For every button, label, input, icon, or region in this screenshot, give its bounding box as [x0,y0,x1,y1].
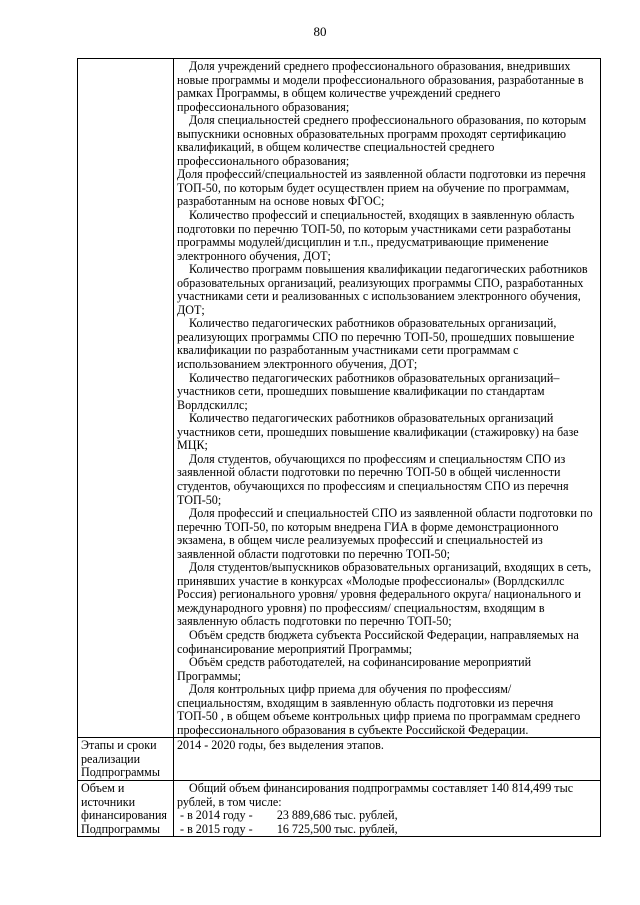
indicator-item: Количество профессий и специальностей, входящих в заявленную область подготовки по перечню ТОП-50, по которым участниками сети разработаны программы модулей/дисциплин и т.п., предусматривающие применение электронного обучения, ДОТ; [177,208,575,263]
indicator-item: Количество педагогических работников образовательных организаций, реализующих программы СПО по перечню ТОП-50, прошедших повышение квалификации по разработанным участниками сети программам с использованием электронного обучения, ДОТ; [177,316,575,372]
indicator-item: Количество программ повышения квалификации педагогических работников образовательных организаций, реализующих программы СПО, разработанных участниками сети и реализованных с использованием электронного обучения, ДОТ; [177,262,588,317]
page-number: 80 [313,24,327,39]
indicators-row [78,59,601,738]
program-passport-table [77,58,601,837]
indicator-item: Объём средств бюджета субъекта Российской Федерации, направляемых на софинансирование мероприятий Программы; [177,627,579,656]
indicator-item: Доля студентов, обучающихся по профессиям и специальностям СПО из заявленной области подготовки по перечню ТОП-50 в общей численности студентов, обучающихся по профессиям и специальностям СПО из перечня ТОП-50; [177,451,569,507]
indicator-item: Доля профессий/специальностей из заявленной области подготовки из перечня ТОП-50, по которым будет осуществлен прием на обучение по программам, разработанным на основе новых ФГОС; [177,167,586,209]
stages-row [78,738,601,781]
financing-line-2014: - в 2014 году - 23 889,686 тыс. рублей, [177,808,398,823]
indicators-cell [174,59,601,738]
financing-line-2015: - в 2015 году - 16 725,500 тыс. рублей, [177,821,398,836]
financing-intro: Общий объем финансирования подпрограммы составляет 140 814,499 тыс рублей, в том числе: [177,780,574,809]
indicator-item: Количество педагогических работников образовательных организаций–участников сети, прошедших повышение квалификации по стандартам Ворлдскиллс; [177,370,560,412]
indicator-item: Доля контрольных цифр приема для обучения по профессиям/ специальностям, входящим в заявленную область подготовки из перечня ТОП-50 , в общем объеме контрольных цифр приема по программам среднего профессионального образования в субъекте Российской Федерации. [177,682,581,737]
indicator-item: Количество педагогических работников образовательных организаций участников сети, прошедших повышение квалификации (стажировку) на базе МЦК; [177,411,579,453]
indicators-label-cell [78,59,174,738]
indicator-item: Доля профессий и специальностей СПО из заявленной области подготовки по перечню ТОП-50, по которым внедрена ГИА в форме демонстрационного экзамена, в общем числе реализуемых профессий и специальностей из заявленной области подготовки по перечню ТОП-50; [177,506,593,561]
financing-cell [174,780,601,836]
stages-value: 2014 - 2020 годы, без выделения этапов. [174,738,601,781]
stages-label: Этапы и сроки реализации Подпрограммы [78,738,174,781]
financing-row [78,780,601,836]
indicator-item: Доля учреждений среднего профессионального образования, внедривших новые программы и модели профессионального образования, разработанные в рамках Программы, в общем количестве учреждений среднего профессионального образования; [177,59,584,114]
indicator-item: Доля специальностей среднего профессионального образования, по которым выпускники основных образовательных программ проходят сертификацию квалификаций, в общем количестве специальностей среднего профессионального образования; [177,113,587,168]
indicator-item: Доля студентов/выпускников образовательных организаций, входящих в сеть, принявших участие в конкурсах «Молодые профессионалы» (Ворлдскиллс Россия) регионального уровня/ уровня федерального округа/ национального и международного уровня) по профессиям/ специальностям, входящим в заявленную область подготовки по перечню ТОП-50; [177,560,592,629]
indicator-item: Объём средств работодателей, на софинансирование мероприятий Программы; [177,655,532,683]
financing-label: Объем и источники финансирования Подпрограммы [78,780,174,836]
